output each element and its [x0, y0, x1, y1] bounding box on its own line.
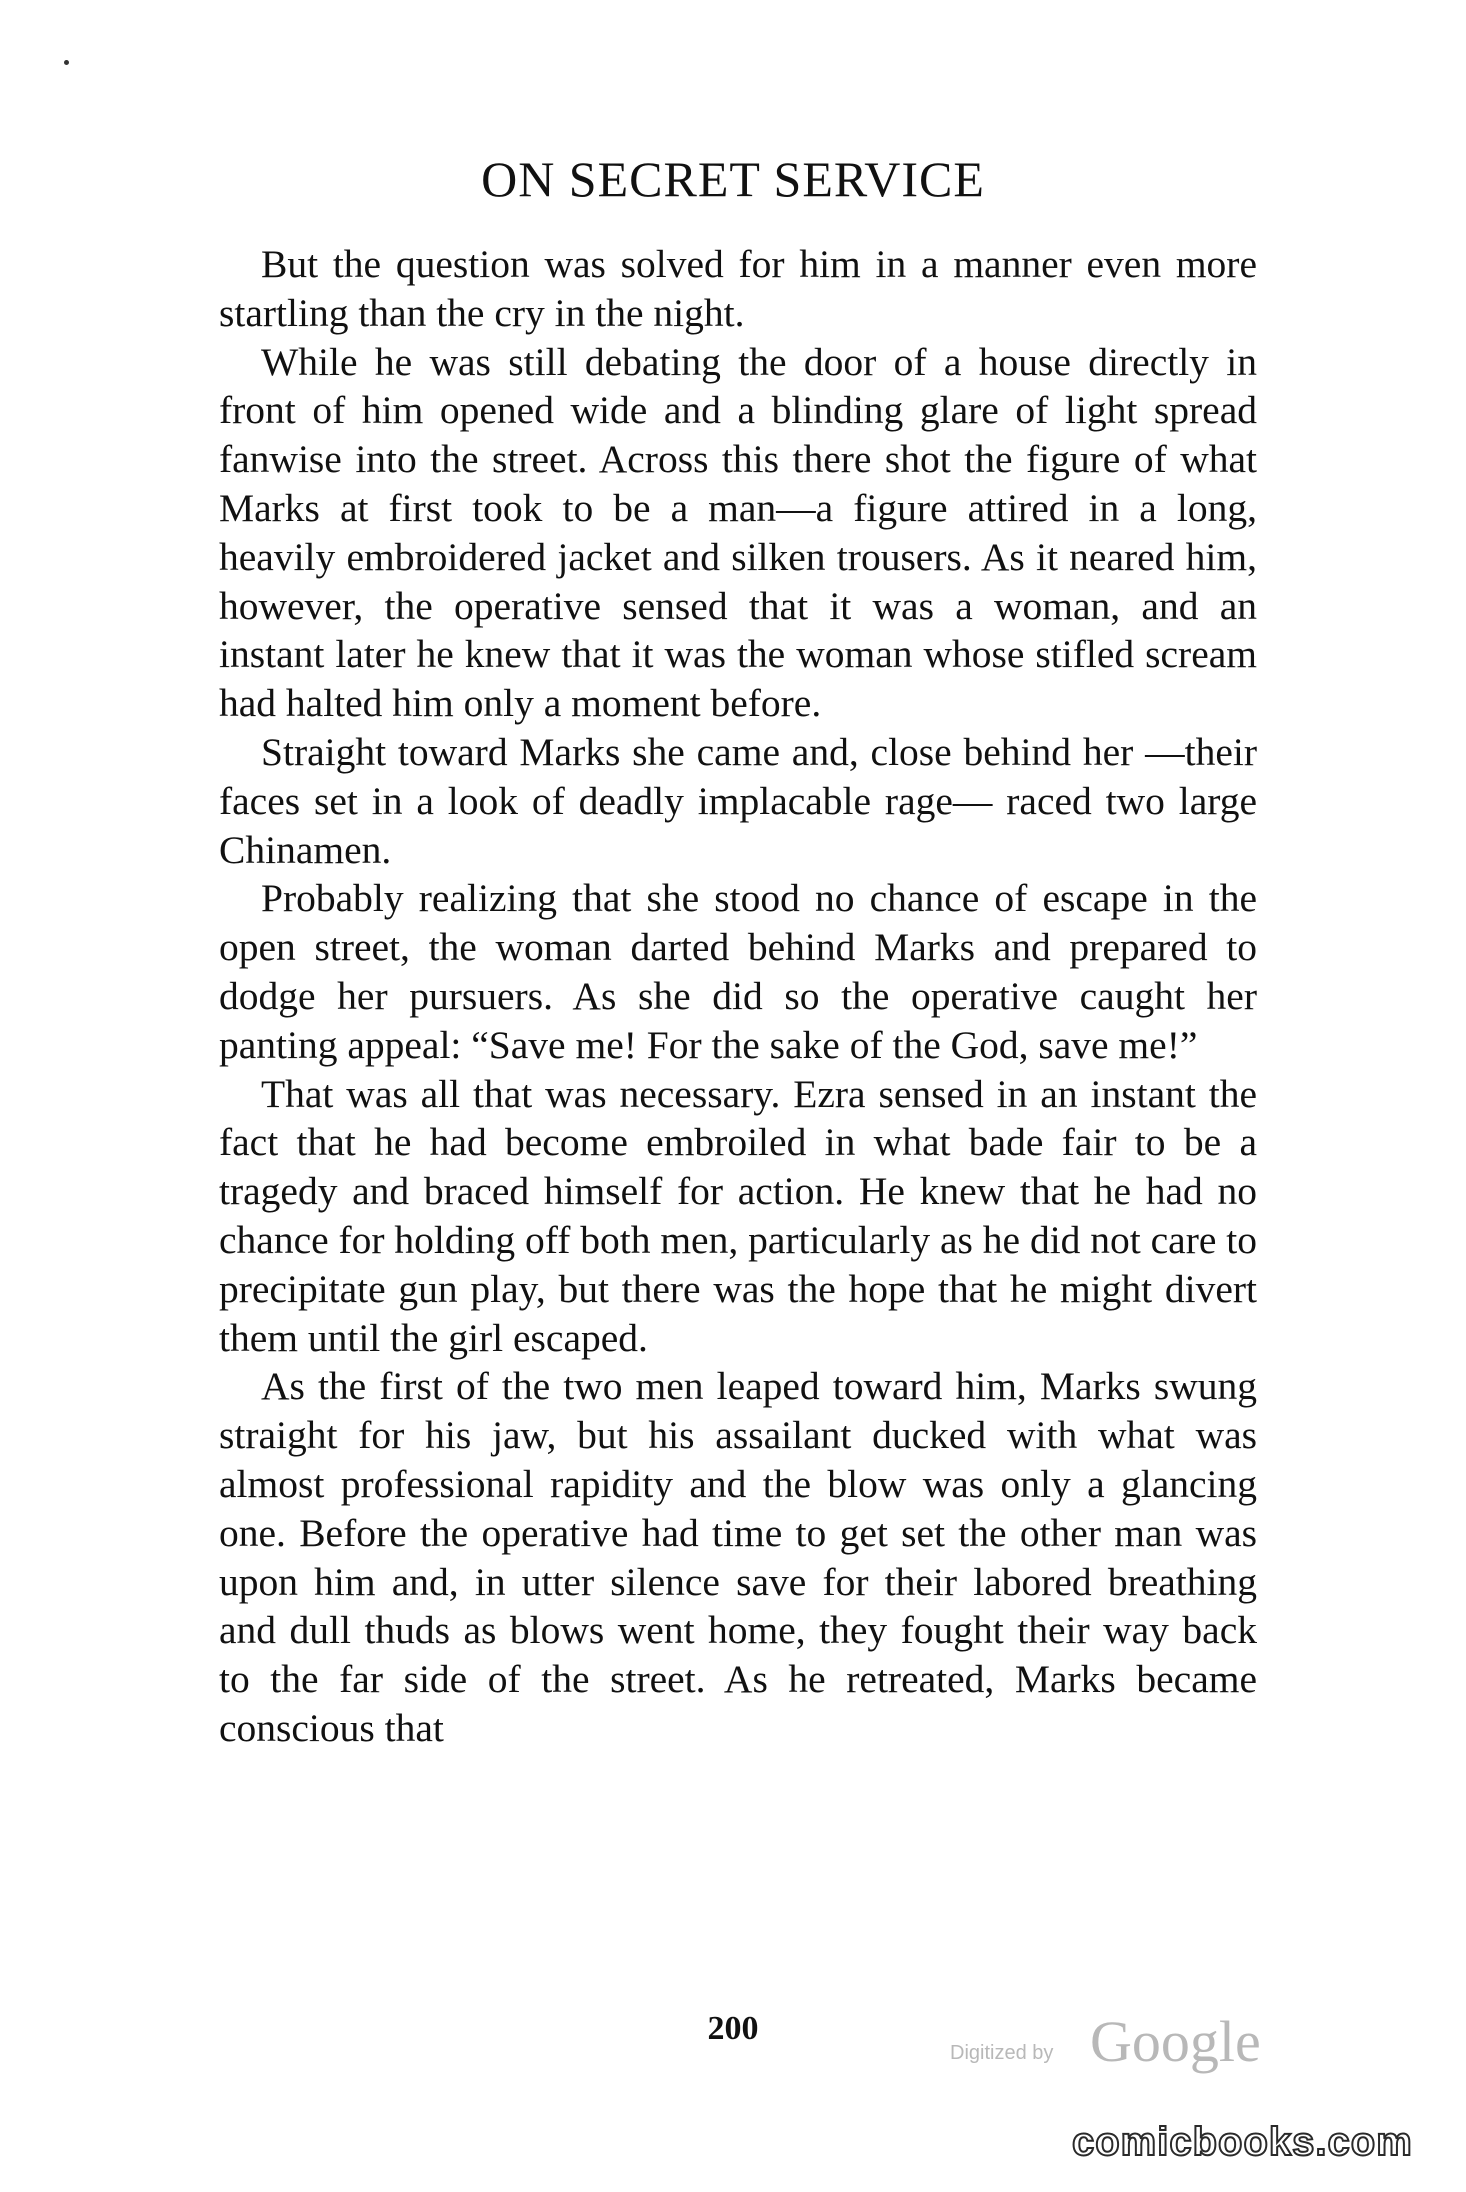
running-header: ON SECRET SERVICE: [481, 151, 985, 207]
page-body: [219, 240, 1257, 1753]
digitizer-logo: Google: [1090, 2009, 1261, 2074]
paragraph: As the first of the two men leaped toward him, Marks swung straight for his jaw, but his assailant ducked with what was almost professional rapidity and the blow was only a glancing one. Before the operative had time to get set the other man was upon him and, in utter silence save for their labored breathing and dull thuds as blows went home, they fought their way back to the far side of the street. As he retreated, Marks became conscious that: [219, 1364, 1257, 1750]
scan-speck: [64, 60, 69, 65]
paragraph: Straight toward Marks she came and, close behind her —their faces set in a look of deadly implacable rage— raced two large Chinamen.: [219, 729, 1257, 872]
digitized-by-text: Digitized by: [950, 2042, 1054, 2064]
paragraph: That was all that was necessary. Ezra sensed in an instant the fact that he had become embroiled in what bade fair to be a tragedy and braced himself for action. He knew that he had no chance for holding off both men, particularly as he did not care to precipitate gun play, but there was the hope that he might divert them until the girl escaped.: [219, 1071, 1257, 1360]
paragraph: But the question was solved for him in a manner even more startling than the cry in the night.: [219, 242, 1257, 335]
page-number: 200: [707, 2010, 759, 2047]
paragraph: Probably realizing that she stood no chance of escape in the open street, the woman darted behind Marks and prepared to dodge her pursuers. As she did so the operative caught her panting appeal: “Save me! For the sake of the God, save me!”: [219, 876, 1257, 1067]
paragraph: While he was still debating the door of a house directly in front of him opened wide and a blinding glare of light spread fanwise into the street. Across this there shot the figure of what Marks at first took to be a man—a figure attired in a long, heavily embroidered jacket and silken trousers. As it neared him, however, the operative sensed that it was a woman, and an instant later he knew that it was the woman whose stifled scream had halted him only a moment before.: [219, 339, 1257, 726]
digitized-stamp: [950, 2005, 1261, 2075]
site-watermark: comicbooks.com: [1072, 2120, 1413, 2164]
